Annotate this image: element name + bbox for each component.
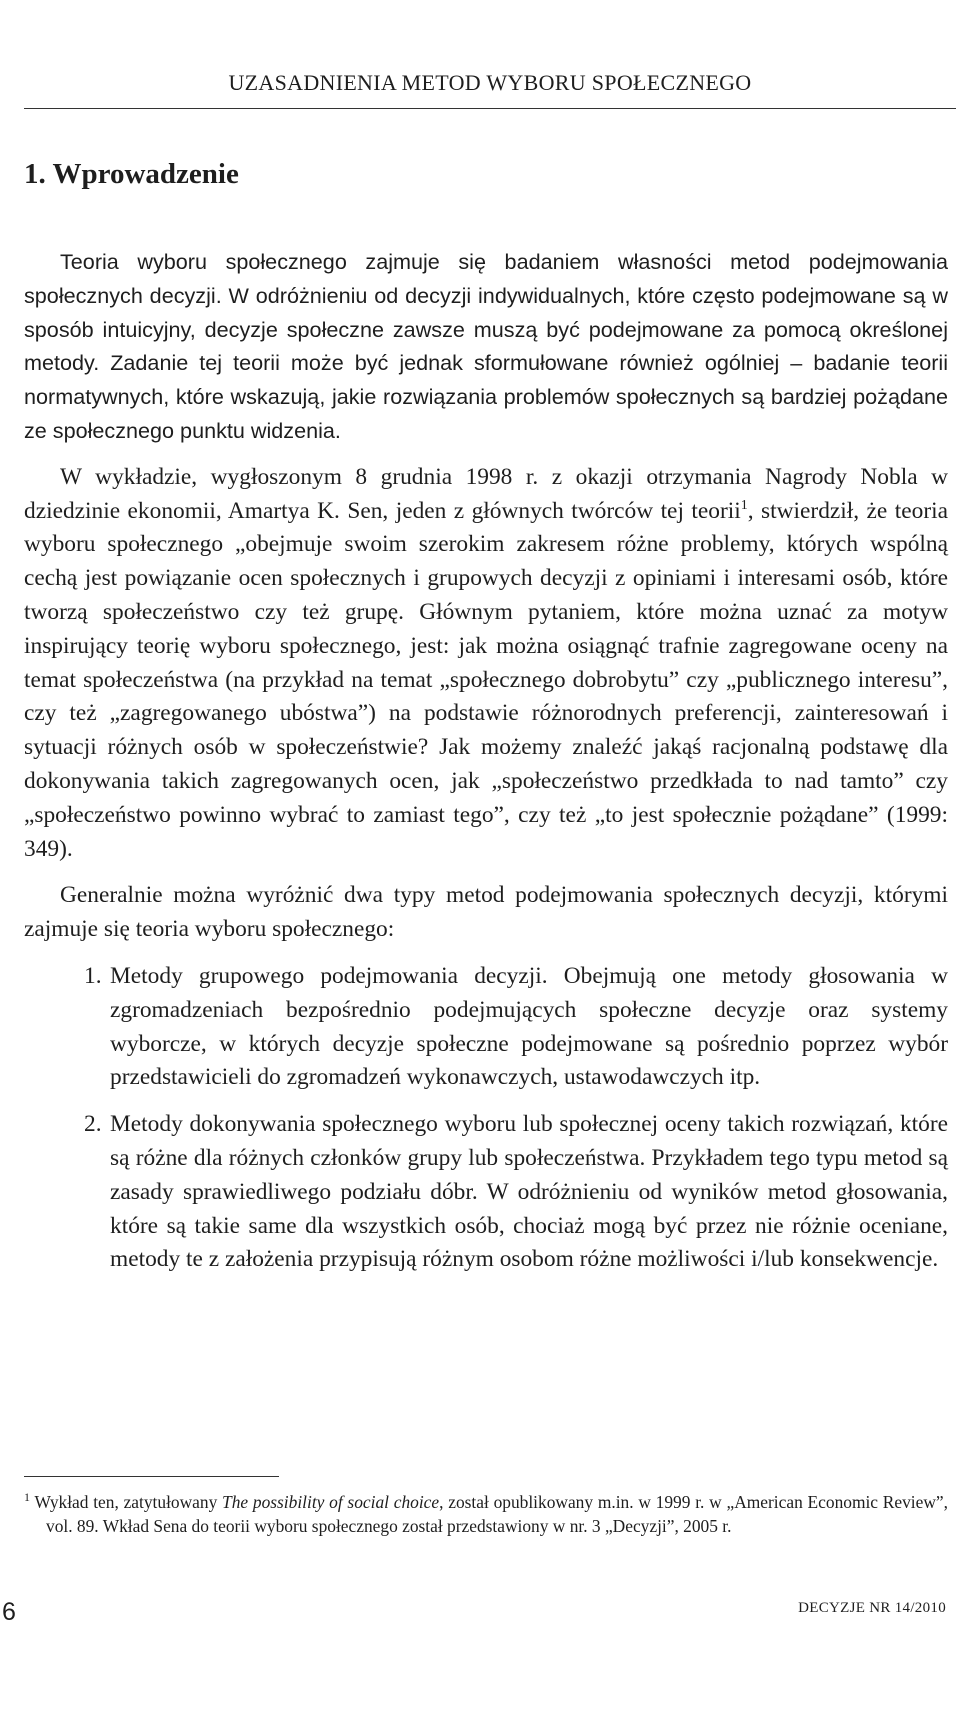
paragraph-sen-quote	[24, 461, 948, 867]
section-title: 1. Wprowadzenie	[24, 158, 239, 190]
list-item	[24, 1108, 948, 1277]
list-item-text: Metody grupowego podejmowania decyzji. Obejmują one metody głosowania w zgromadzeniach bezpośrednio podejmujących społeczne decyzje oraz systemy wyborcze, w których decyzje społeczne podejmowane są pośrednio poprzez wybór przedstawicieli do zgromadzeń wykonawczych, ustawodawczych itp.	[110, 962, 948, 1091]
list-item-number: 2.	[84, 1111, 102, 1138]
paragraph-method-types: Generalnie można wyróżnić dwa typy metod podejmowania społecznych decyzji, którymi zajmuje się teoria wyboru społecznego:	[24, 882, 948, 943]
page-number: 6	[2, 1598, 16, 1626]
footnote-divider	[24, 1476, 279, 1477]
running-header: UZASADNIENIA METOD WYBORU SPOŁECZNEGO	[24, 70, 956, 109]
list-item	[24, 960, 948, 1095]
footnote-text-start: Wykład ten, zatytułowany	[30, 1492, 223, 1512]
list-item-number: 1.	[84, 962, 102, 989]
paragraph-intro: Teoria wyboru społecznego zajmuje się badaniem własności metod podejmowania społecznych decyzji. W odróżnieniu od decyzji indywidualnych, które często podejmowane są w sposób intuicyjny, decyzje społeczne zawsze muszą być podejmowane za pomocą określonej metody. Zadanie tej teorii może być jednak sformułowane również ogólniej – badanie teorii normatywnych, które wskazują, jakie rozwiązania problemów społecznych są bardziej pożądane ze społecznego punktu widzenia.	[24, 249, 948, 443]
journal-footer: DECYZJE NR 14/2010	[798, 1600, 946, 1616]
footnote-reference[interactable]: 1	[740, 497, 748, 513]
paragraph-sen-quote-end: , stwierdził, że teoria wyboru społecznego „obejmuje swoim szerokim zakresem różne problemy, których wspólną cechą jest powiązanie ocen społecznych i grupowych decyzji z opiniami i interesami osób, które tworzą społeczeństwo czy też grupę. Głównym pytaniem, które można uznać za motyw inspirujący teorię wyboru społecznego, jest: jak można osiągnąć trafnie zagregowane oceny na temat społeczeństwa (na przykład na temat „społecznego dobrobytu” czy „publicznego interesu”, czy też „zagregowanego ubóstwa”) na podstawie różnorodnych preferencji, zainteresowań i sytuacji różnych osób w społeczeństwie? Jak możemy znaleźć jakąś racjonalną podstawę dla dokonywania takich zagregowanych ocen, jak „społeczeństwo przedkłada to nad tamto” czy „społeczeństwo powinno wybrać to zamiast tego”, czy też „to jest społecznie pożądane” (1999: 349).	[24, 497, 948, 862]
body-text	[24, 245, 948, 1290]
footnote-marker: 1	[24, 1490, 30, 1505]
footnote-text-end: , został opublikowany m.in. w 1999 r. w „American Economic Review”, vol. 89. Wkład Sena do teorii wyboru społecznego został przedstawiony w nr. 3 „Decyzji”, 2005 r.	[46, 1492, 948, 1536]
footnote	[24, 1490, 948, 1538]
footnote-text	[24, 1490, 948, 1538]
footnote-cited-title: The possibility of social choice	[222, 1492, 440, 1512]
list-item-text: Metody dokonywania społecznego wyboru lub społecznej oceny takich rozwiązań, które są różne dla różnych członków grupy lub społeczeństwa. Przykładem tego typu metod są zasady sprawiedliwego podziału dóbr. W odróżnieniu od wyników metod głosowania, które są takie same dla wszystkich osób, chociaż mogą być przez nie różnie oceniane, metody te z założenia przypisują różnym osobom różne możliwości i/lub konsekwencje.	[110, 1111, 948, 1273]
paragraph-sen-quote-start: W wykładzie, wygłoszonym 8 grudnia 1998 r. z okazji otrzymania Nagrody Nobla w dziedzinie ekonomii, Amartya K. Sen, jeden z głównych twórców tej teorii	[24, 463, 948, 524]
method-list	[24, 960, 948, 1277]
